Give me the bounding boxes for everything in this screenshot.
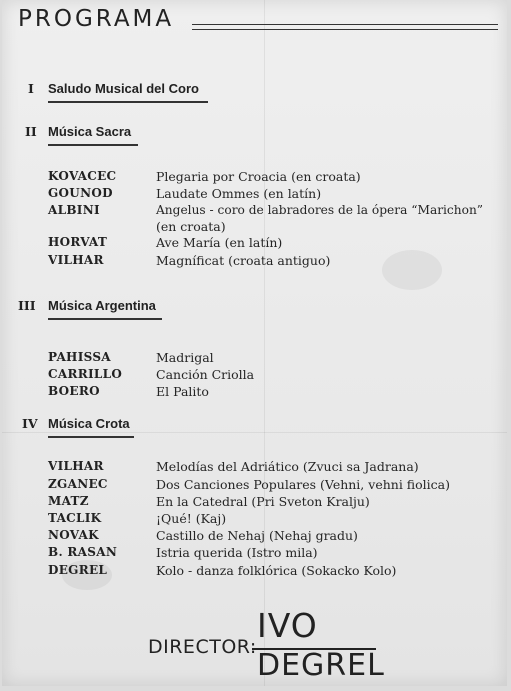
program-sheet	[2, 0, 507, 686]
composer-name: PAHISSA	[48, 350, 111, 364]
composer-name: NOVAK	[48, 528, 99, 542]
director-label: DIRECTOR:	[148, 636, 257, 658]
composer-name: VILHAR	[48, 459, 104, 473]
work-title-continuation: (en croata)	[156, 219, 226, 234]
section-rule	[48, 318, 162, 320]
work-title: Kolo - danza folklórica (Sokacko Kolo)	[156, 563, 397, 578]
composer-name: ALBINI	[48, 203, 100, 217]
work-title: En la Catedral (Pri Sveton Kralju)	[156, 494, 370, 509]
section-title: Música Sacra	[48, 124, 132, 139]
work-title: Laudate Ommes (en latín)	[156, 186, 322, 201]
work-title: Melodías del Adriático (Zvuci sa Jadrana)	[156, 459, 419, 474]
section-title: Saludo Musical del Coro	[48, 81, 199, 96]
work-title: Madrigal	[156, 350, 214, 365]
work-title: Magníficat (croata antiguo)	[156, 253, 331, 268]
director-last-name: DEGREL	[257, 648, 385, 683]
work-title: Istria querida (Istro mila)	[156, 545, 318, 560]
fold-crease-vertical	[264, 0, 265, 686]
composer-name: GOUNOD	[48, 186, 113, 200]
section-title: Música Crota	[48, 416, 130, 431]
fold-crease-horizontal	[2, 432, 507, 433]
section-number: I	[28, 81, 34, 96]
composer-name: KOVACEC	[48, 169, 117, 183]
composer-name: HORVAT	[48, 235, 108, 249]
page-title: PROGRAMA	[18, 6, 175, 32]
paper-stain	[382, 250, 442, 290]
section-title: Música Argentina	[48, 298, 156, 313]
work-title: Dos Canciones Populares (Vehni, vehni fiolica)	[156, 477, 450, 492]
work-title: ¡Qué! (Kaj)	[156, 511, 227, 526]
composer-name: DEGREL	[48, 563, 108, 577]
section-number: III	[18, 298, 36, 313]
work-title: Angelus - coro de labradores de la ópera “Marichon”	[156, 203, 484, 217]
composer-name: BOERO	[48, 384, 100, 398]
composer-name: TACLIK	[48, 511, 102, 525]
section-number: IV	[22, 416, 38, 431]
composer-name: MATZ	[48, 494, 89, 508]
composer-name: B. RASAN	[48, 545, 118, 559]
work-title: Ave María (en latín)	[156, 235, 283, 250]
composer-name: CARRILLO	[48, 367, 123, 381]
section-number: II	[25, 124, 37, 139]
work-title: Castillo de Nehaj (Nehaj gradu)	[156, 528, 358, 543]
work-title: El Palito	[156, 384, 209, 399]
section-rule	[48, 436, 134, 438]
title-rule	[192, 24, 498, 30]
composer-name: VILHAR	[48, 253, 104, 267]
section-rule	[48, 101, 208, 103]
composer-name: ZGANEC	[48, 477, 108, 491]
director-first-name: IVO	[257, 606, 318, 645]
work-title: Canción Criolla	[156, 367, 255, 382]
section-rule	[48, 144, 138, 146]
work-title: Plegaria por Croacia (en croata)	[156, 169, 361, 184]
